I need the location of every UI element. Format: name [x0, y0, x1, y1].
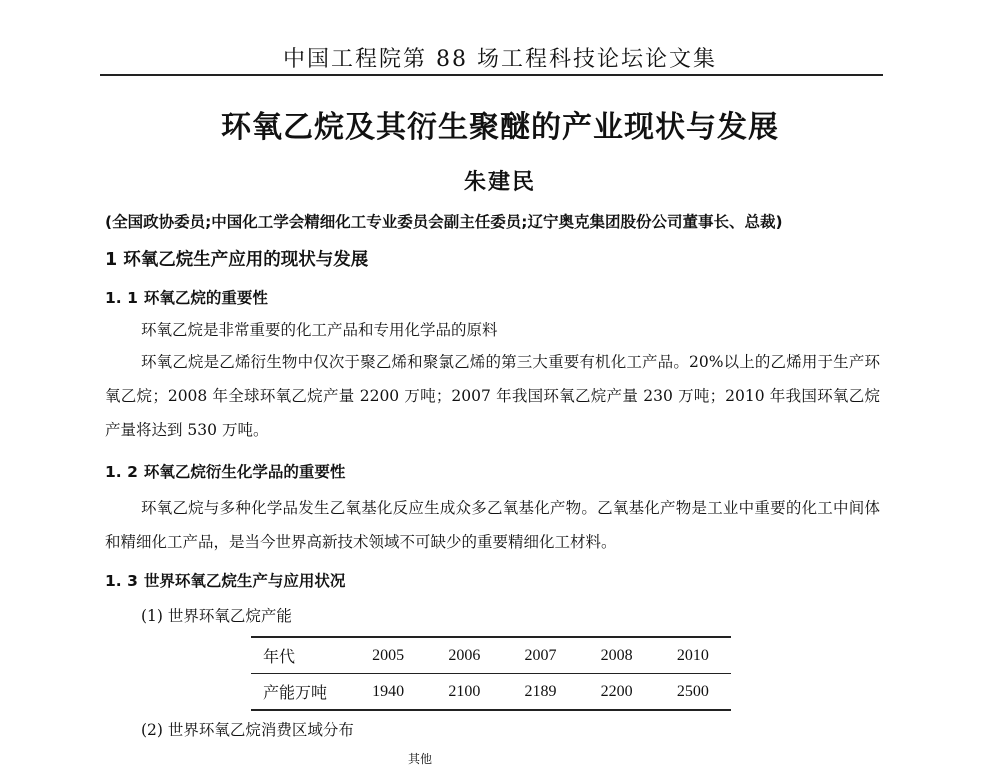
body-paragraph: 环氧乙烷是乙烯衍生物中仅次于聚乙烯和聚氯乙烯的第三大重要有机化工产品。20%以上的乙烯用于生产环氧乙烷；2008 年全球环氧乙烷产量 2200 万吨；2007 年我国环氧乙烷产量 230 万吨；2010 年我国环氧乙烷产量将达到 530 万吨。 [105, 353, 880, 439]
body-line: 环氧乙烷是非常重要的化工产品和专用化学品的原料 [141, 321, 498, 339]
header-rule [100, 74, 883, 76]
list-item: (1) 世界环氧乙烷产能 [141, 607, 292, 625]
table-row [251, 674, 731, 711]
table-header-cell: 2006 [426, 637, 502, 674]
table-header-row [251, 637, 731, 674]
author-name: 朱建民 [463, 169, 536, 195]
table-header-cell: 2007 [502, 637, 578, 674]
table-cell: 1940 [372, 682, 405, 700]
section-1-2-heading [105, 460, 345, 482]
list-item: (2) 世界环氧乙烷消费区域分布 [141, 721, 354, 739]
body-paragraph: 环氧乙烷与多种化学品发生乙氧基化反应生成众多乙氧基化产物。乙氧基化产物是工业中重要的化工中间体和精细化工产品，是当今世界高新技术领域不可缺少的重要精细化工材料。 [105, 499, 880, 551]
table-cell: 2100 [448, 682, 481, 700]
section-1-3-heading [105, 569, 345, 591]
table-cell: 2189 [524, 682, 557, 700]
table-cell: 2200 [600, 682, 633, 700]
running-header: 中国工程院第 88 场工程科技论坛论文集 [283, 47, 717, 72]
table-header-cell: 2005 [350, 637, 426, 674]
author-affiliation: (全国政协委员;中国化工学会精细化工专业委员会副主任委员;辽宁奥克集团股份公司董事长、总裁) [105, 213, 783, 231]
section-1-heading: 1 环氧乙烷生产应用的现状与发展 [105, 250, 369, 270]
table-header-cell: 年代 [251, 637, 350, 674]
table-header-cell: 2008 [579, 637, 655, 674]
table-cell: 2500 [676, 682, 709, 700]
section-number: 1. 2 [105, 463, 138, 481]
table-header-cell: 2010 [655, 637, 731, 674]
paper-title: 环氧乙烷及其衍生聚醚的产业现状与发展 [221, 110, 779, 145]
capacity-table [251, 636, 731, 711]
section-1-1-heading [105, 286, 268, 308]
figure-label-fragment: 其他 [408, 752, 433, 766]
table-cell: 产能万吨 [263, 683, 328, 702]
section-number: 1. 3 [105, 572, 138, 590]
section-title: 环氧乙烷的重要性 [143, 289, 268, 307]
section-title: 环氧乙烷衍生化学品的重要性 [143, 463, 346, 481]
section-title: 世界环氧乙烷生产与应用状况 [143, 572, 346, 590]
section-number: 1. 1 [105, 289, 138, 307]
